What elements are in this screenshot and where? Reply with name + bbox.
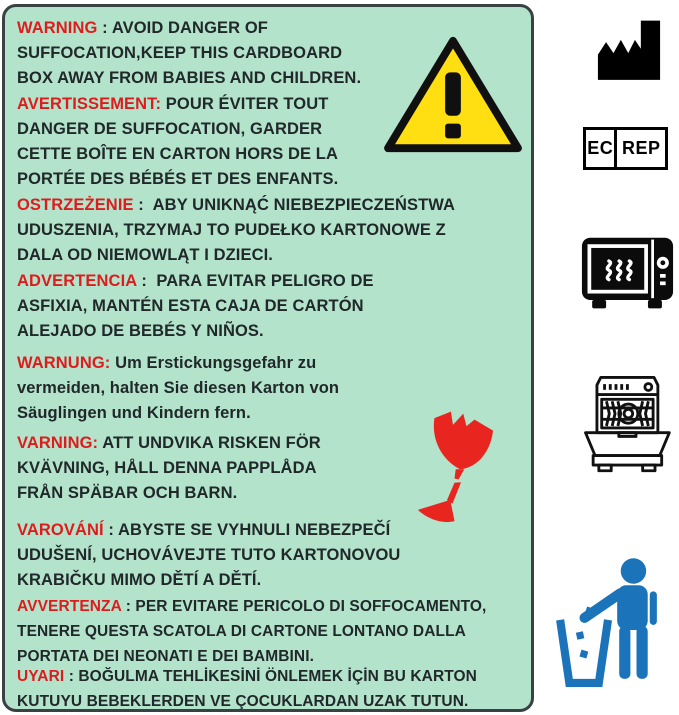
warning-text-german <box>17 351 402 426</box>
warning-label-czech: VAROVÁNÍ <box>17 521 104 539</box>
warning-label-swedish: VARNING: <box>17 434 99 452</box>
warning-text-english <box>17 16 375 91</box>
multilingual-warning-panel <box>2 4 534 712</box>
warning-body-turkish: BOĞULMA TEHLİKESİNİ ÖNLEMEK İÇİN BU KARTON KUTUYU BEBEKLERDEN VE ÇOCUKLARDAN UZAK TUTUN. <box>17 668 482 710</box>
microwave-icon <box>581 233 674 315</box>
warning-label-french: AVERTISSEMENT: <box>17 95 162 113</box>
warning-text-spanish <box>17 269 382 344</box>
warning-text-polish <box>17 193 487 268</box>
warning-label-italian: AVVERTENZA <box>17 598 122 615</box>
warning-body-swedish: ATT UNDVIKA RISKEN FÖR KVÄVNING, HÅLL DENNA PAPPLÅDA FRÅN SPÄBAR OCH BARN. <box>17 434 326 502</box>
dishwasher-icon <box>576 371 675 481</box>
warning-label-german: WARNUNG: <box>17 354 111 372</box>
warning-text-turkish <box>17 664 529 714</box>
separator: : <box>136 272 157 290</box>
ec-rep-symbol <box>583 127 668 170</box>
warning-body-german: Um Erstickungsgefahr zu vermeiden, halten Sie diesen Karton von Säuglingen und Kindern fern. <box>17 354 344 422</box>
warning-label-spanish: ADVERTENCIA <box>17 272 137 290</box>
broken-glass-icon <box>408 411 508 535</box>
separator: : <box>103 521 119 539</box>
warning-text-french <box>17 92 377 192</box>
warning-label-english: WARNING <box>17 19 98 37</box>
warning-body-spanish: PARA EVITAR PELIGRO DE ASFIXIA, MANTÉN ESTA CAJA DE CARTÓN ALEJADO DE BEBÉS Y NIÑOS. <box>17 272 378 340</box>
warning-body-french: POUR ÉVITER TOUT DANGER DE SUFFOCATION, GARDER CETTE BOÎTE EN CARTON HORS DE LA PORTÉE DES BÉBÉS ET DES ENFANTS. <box>17 95 343 188</box>
hazard-triangle-icon <box>379 33 527 159</box>
separator: : <box>97 19 112 37</box>
warning-label-turkish: UYARI <box>17 668 65 685</box>
warning-text-czech <box>17 518 406 593</box>
ec-rep-left-label: EC <box>586 130 617 167</box>
warning-body-english: AVOID DANGER OF SUFFOCATION,KEEP THIS CARDBOARD BOX AWAY FROM BABIES AND CHILDREN. <box>17 19 362 87</box>
separator: : <box>121 598 136 615</box>
tidy-man-disposal-icon <box>552 556 664 700</box>
manufacturer-icon <box>592 13 666 83</box>
warning-body-czech: ABYSTE SE VYHNULI NEBEZPEČÍ UDUŠENÍ, UCHOVÁVEJTE TUTO KARTONOVOU KRABIČKU MIMO DĚTÍ A DĚTÍ. <box>17 521 406 589</box>
warning-body-italian: PER EVITARE PERICOLO DI SOFFOCAMENTO, TENERE QUESTA SCATOLA DI CARTONE LONTANO DALLA PORTATA DEI NEONATI E DEI BAMBINI. <box>17 598 491 665</box>
separator: : <box>64 668 79 685</box>
ec-rep-right-label: REP <box>621 138 661 158</box>
separator: : <box>133 196 153 214</box>
warning-text-italian <box>17 594 529 669</box>
warning-body-polish: ABY UNIKNĄĆ NIEBEZPIECZEŃSTWA UDUSZENIA, TRZYMAJ TO PUDEŁKO KARTONOWE Z DALA OD NIEMOWLĄT I DZIECI. <box>17 196 460 264</box>
warning-text-swedish <box>17 431 357 506</box>
warning-label-polish: OSTRZEŻENIE <box>17 196 134 214</box>
